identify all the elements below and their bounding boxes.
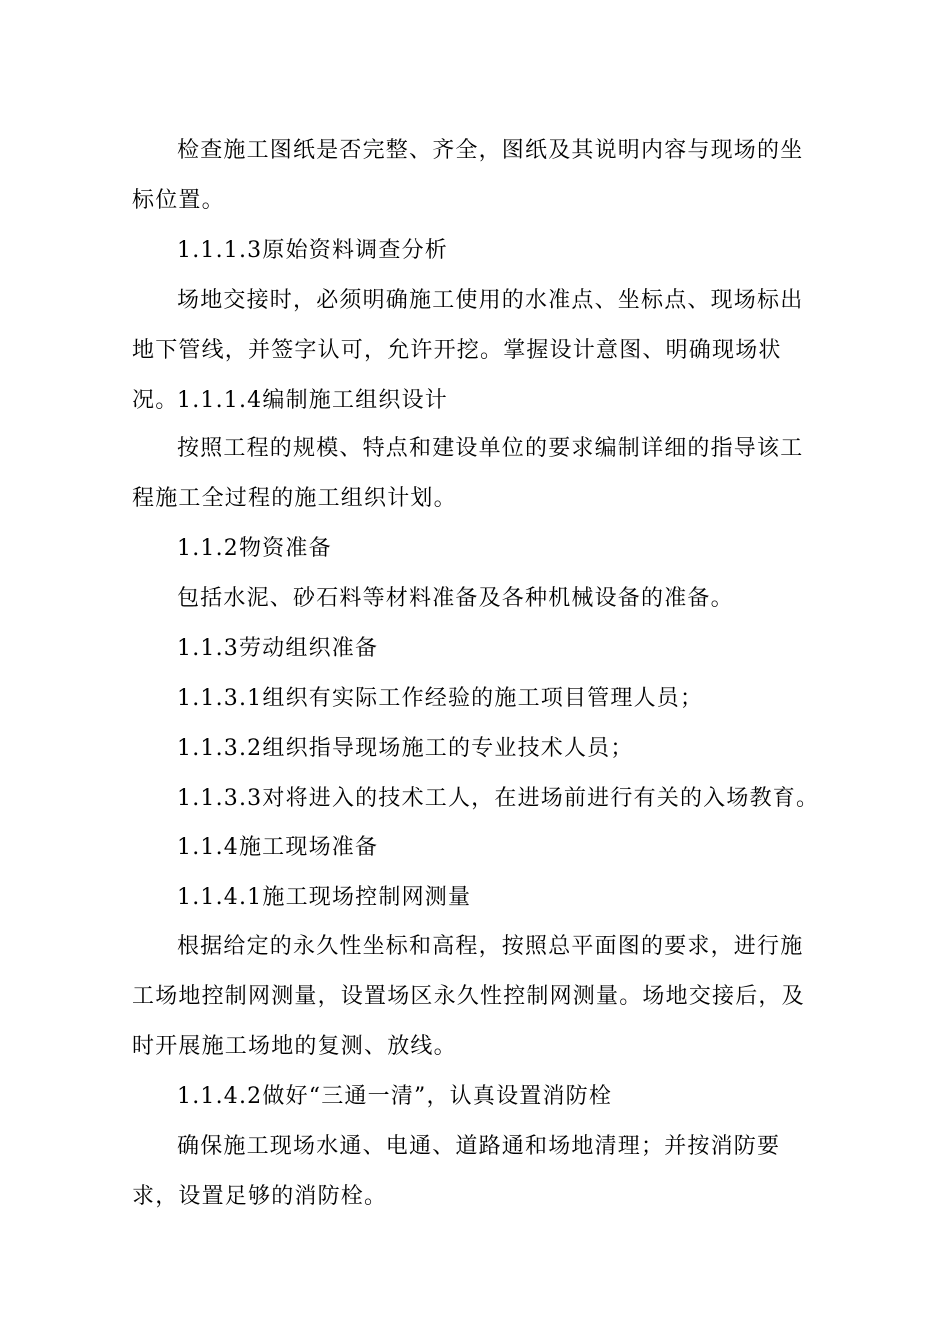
- paragraph-materials: 包括水泥、砂石料等材料准备及各种机械设备的准备。: [177, 586, 734, 611]
- paragraph-construction-plan: 按照工程的规模、特点和建设单位的要求编制详细的指导该工程施工全过程的施工组织计划。: [132, 436, 804, 511]
- item-1-1-3-3: 1.1.3.3对将进入的技术工人，在进场前进行有关的入场教育。: [177, 786, 820, 811]
- item-1-1-3-1: 1.1.3.1组织有实际工作经验的施工项目管理人员；: [177, 686, 704, 711]
- item-1-1-3-2: 1.1.3.2组织指导现场施工的专业技术人员；: [177, 736, 634, 761]
- heading-1-1-4-2: 1.1.4.2做好“三通一清”，认真设置消防栓: [177, 1084, 613, 1109]
- paragraph-drawing-check: 检查施工图纸是否完整、齐全，图纸及其说明内容与现场的坐标位置。: [132, 138, 804, 213]
- heading-1-1-1-3: 1.1.1.3原始资料调查分析: [177, 238, 448, 263]
- heading-1-1-4: 1.1.4施工现场准备: [177, 835, 379, 860]
- paragraph-control-network: 根据给定的永久性坐标和高程，按照总平面图的要求，进行施工场地控制网测量，设置场区永久性控制网测量。场地交接后，及时开展施工场地的复测、放线。: [132, 934, 805, 1059]
- heading-1-1-4-1: 1.1.4.1施工现场控制网测量: [177, 885, 472, 910]
- heading-1-1-2: 1.1.2物资准备: [177, 536, 332, 561]
- paragraph-site-clearing: 确保施工现场水通、电通、道路通和场地清理；并按消防要求，设置足够的消防栓。: [132, 1134, 781, 1209]
- paragraph-site-handover: 场地交接时，必须明确施工使用的水准点、坐标点、现场标出地下管线，并签字认可，允许开挖。掌握设计意图、明确现场状况。: [132, 288, 804, 413]
- heading-1-1-1-4: 1.1.1.4编制施工组织设计: [177, 388, 448, 413]
- heading-1-1-3: 1.1.3劳动组织准备: [177, 636, 379, 661]
